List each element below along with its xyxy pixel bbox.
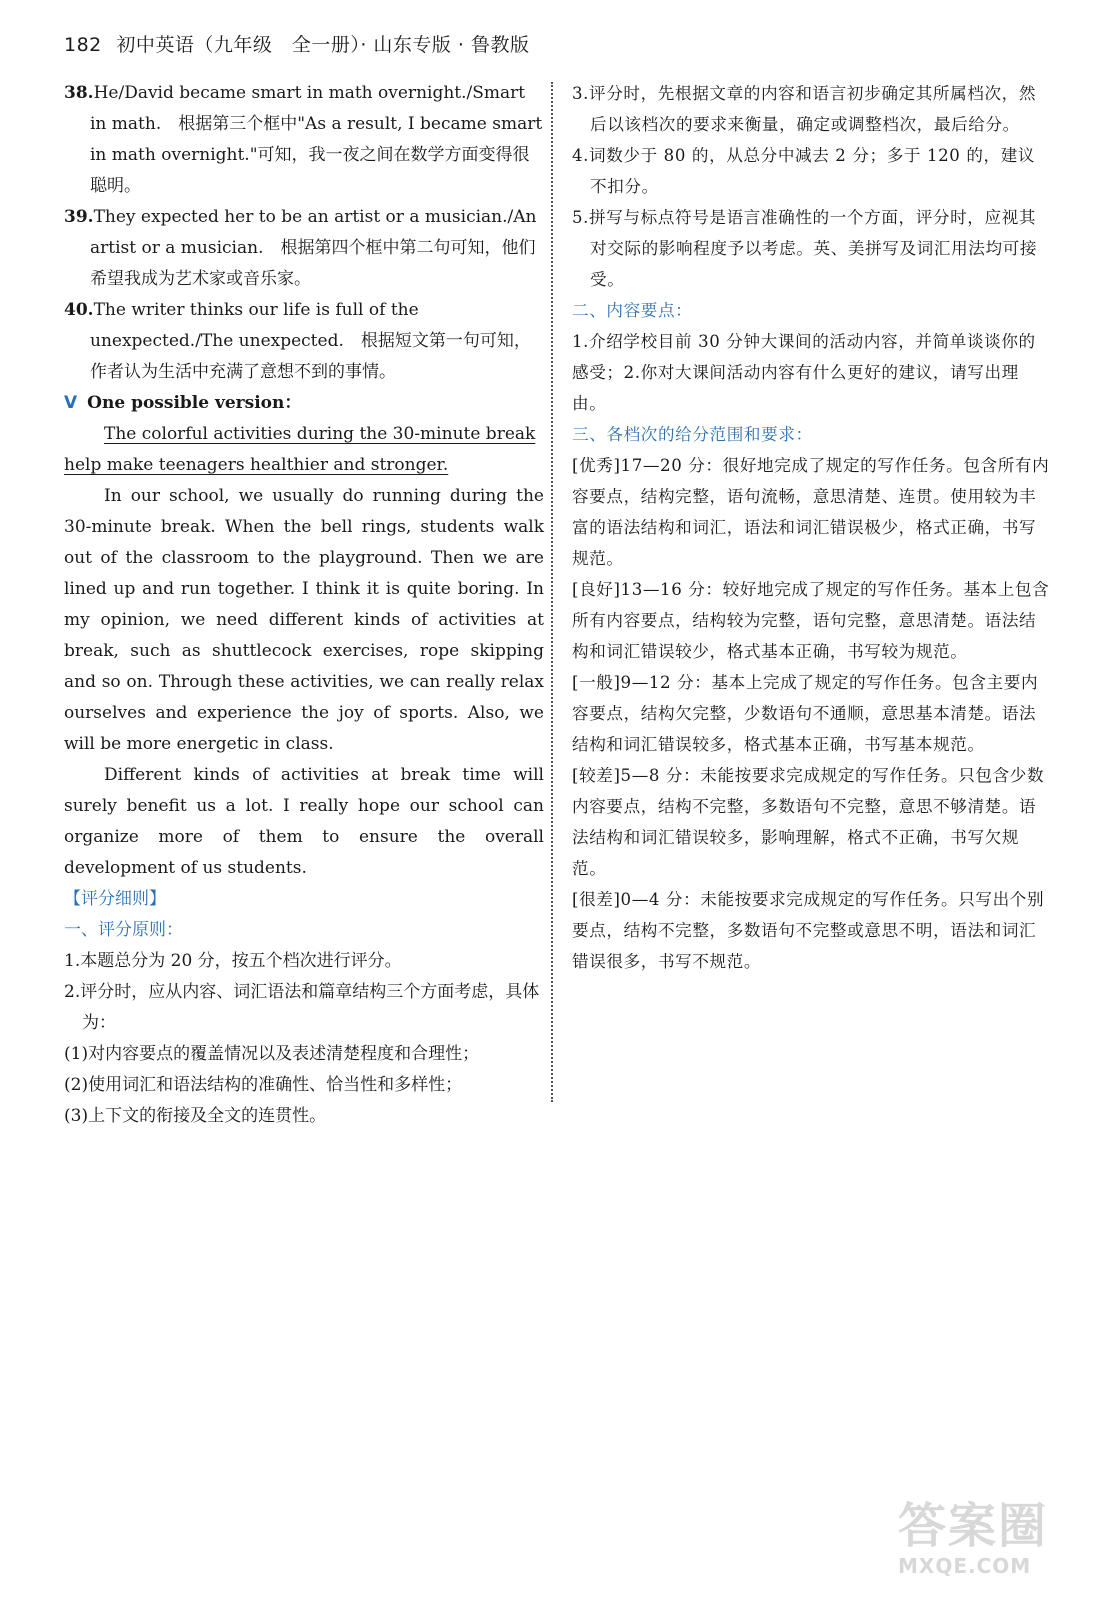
right-column bbox=[572, 78, 1050, 977]
essay-paragraph-1: In our school, we usually do running during the 30-minute break. When the bell rings, students walk out of the classroom to the playground. Then we are lined up and run together. I think it is quite boring. In my opinion, we need different kinds of activities at break, such as shuttlecock exercises, rope skipping and so on. Through these activities, we can really relax ourselves and experience the joy of sports. Also, we will be more energetic in class. bbox=[64, 486, 544, 754]
grade-good: [良好]13—16 分：较好地完成了规定的写作任务。基本上包含所有内容要点，结构较为完整，语句完整，意思清楚。语法结构和词汇错误较少，格式基本正确，书写较为规范。 bbox=[572, 580, 1050, 661]
principle-5: 5.拼写与标点符号是语言准确性的一个方面，评分时，应视其对交际的影响程度予以考虑。英、美拼写及词汇用法均可接受。 bbox=[572, 208, 1038, 289]
watermark-text: 答案圈 bbox=[898, 1498, 1049, 1554]
principle-3: 3.评分时，先根据文章的内容和语言初步确定其所属档次，然后以该档次的要求来衡量，确定或调整档次，最后给分。 bbox=[572, 84, 1037, 134]
principle-4: 4.词数少于 80 的，从总分中减去 2 分；多于 120 的，建议不扣分。 bbox=[572, 146, 1036, 196]
grades-heading: 三、各档次的给分范围和要求： bbox=[572, 425, 813, 444]
grade-average: [一般]9—12 分：基本上完成了规定的写作任务。包含主要内容要点，结构欠完整，少数语句不通顺，意思基本清楚。语法结构和词汇错误较多，格式基本正确，书写基本规范。 bbox=[572, 673, 1039, 754]
column-divider bbox=[551, 82, 553, 1102]
watermark-logo bbox=[898, 1498, 1068, 1582]
book-title: 初中英语（九年级 全一册）· 山东专版 · 鲁教版 bbox=[116, 34, 530, 56]
scoring-title: 【评分细则】 bbox=[64, 889, 166, 909]
principles-heading: 一、评分原则： bbox=[64, 920, 183, 940]
sub-point-1: (1)对内容要点的覆盖情况以及表述清楚程度和合理性； bbox=[64, 1044, 480, 1064]
section-v-heading bbox=[64, 388, 544, 419]
left-column bbox=[64, 78, 544, 1132]
essay-title: The colorful activities during the 30-minute break help make teenagers healthier and stronger. bbox=[64, 424, 536, 475]
content-heading: 二、内容要点： bbox=[572, 301, 693, 320]
answer-39: 39.They expected her to be an artist or a musician./An artist or a musician. 根据第四个框中第二句可知，他们希望我成为艺术家或音乐家。 bbox=[64, 207, 537, 289]
grade-very-poor: [很差]0—4 分：未能按要求完成规定的写作任务。只写出个别要点，结构不完整，多数语句不完整或意思不明，语法和词汇错误很多，书写不规范。 bbox=[572, 890, 1045, 971]
answer-40: 40.The writer thinks our life is full of the unexpected./The unexpected. 根据短文第一句可知，作者认为生活中充满了意想不到的事情。 bbox=[64, 300, 531, 382]
answer-38: 38.He/David became smart in math overnight./Smart in math. 根据第三个框中"As a result, I became smart in math overnight."可知，我一夜之间在数学方面变得很聪明。 bbox=[64, 83, 543, 196]
principle-2: 2.评分时，应从内容、词汇语法和篇章结构三个方面考虑，具体为： bbox=[64, 982, 540, 1033]
watermark-url: MXQE.COM bbox=[898, 1554, 1032, 1578]
page-header bbox=[64, 30, 530, 57]
section-v-label: One possible version： bbox=[87, 393, 302, 413]
grade-excellent: [优秀]17—20 分：很好地完成了规定的写作任务。包含所有内容要点，结构完整，语句流畅，意思清楚、连贯。使用较为丰富的语法结构和词汇，语法和词汇错误极少，格式正确，书写规范。 bbox=[572, 456, 1050, 568]
section-v-mark: V bbox=[64, 393, 78, 413]
grade-poor: [较差]5—8 分：未能按要求完成规定的写作任务。只包含少数内容要点，结构不完整，多数语句不完整，意思不够清楚。语法结构和词汇错误较多，影响理解，格式不正确，书写欠规范。 bbox=[572, 766, 1045, 878]
sub-point-2: (2)使用词汇和语法结构的准确性、恰当性和多样性； bbox=[64, 1075, 463, 1095]
page-number: 182 bbox=[64, 34, 102, 56]
essay-paragraph-2: Different kinds of activities at break time will surely benefit us a lot. I really hope our school can organize more of them to ensure the overall development of us students. bbox=[64, 765, 544, 878]
principle-1: 1.本题总分为 20 分，按五个档次进行评分。 bbox=[64, 951, 402, 971]
content-text: 1.介绍学校目前 30 分钟大课间的活动内容，并简单谈谈你的感受；2.你对大课间活动内容有什么更好的建议，请写出理由。 bbox=[572, 332, 1036, 413]
sub-point-3: (3)上下文的衔接及全文的连贯性。 bbox=[64, 1106, 327, 1126]
